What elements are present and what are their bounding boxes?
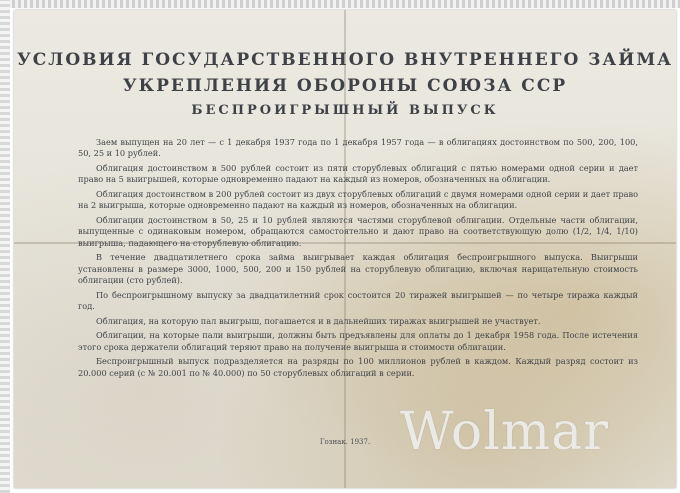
document-title-line2: УКРЕПЛЕНИЯ ОБОРОНЫ СОЮЗА ССР xyxy=(122,76,568,96)
paragraph: Облигация, на которую пал выигрыш, погашается и в дальнейших тиражах выигрышей не участвует. xyxy=(96,315,541,326)
document-body xyxy=(78,137,638,382)
paragraph: Заем выпущен на 20 лет — с 1 декабря 1937 года по 1 декабря 1957 года — в облигациях достоинством по 500, 200, 100, 50, 25 и 10 рублей. xyxy=(78,137,638,159)
paragraph: Облигация достоинством в 200 рублей состоит из двух сторублевых облигаций с двумя номерами одной серии и дает право на 2 выигрыша, которые одновременно падают на каждый из номеров, обозначенных на облигации. xyxy=(78,189,638,211)
scan-edge-top xyxy=(0,0,680,8)
printer-imprint: Гознак. 1937. xyxy=(319,438,371,446)
document-title-line1: УСЛОВИЯ ГОСУДАРСТВЕННОГО ВНУТРЕННЕГО ЗАЙМА xyxy=(16,50,674,70)
paragraph: По беспроигрышному выпуску за двадцатилетний срок состоится 20 тиражей выигрышей — по четыре тиража каждый год. xyxy=(78,289,638,312)
wolmar-watermark: Wolmar xyxy=(400,402,610,462)
paragraph: Облигации достоинством в 50, 25 и 10 рублей являются частями сторублевой облигации. Отдельные части облигации, выпущенные с одинаковым номером, обращаются самостоятельно и дают право на соответствующую долю (1/2, 1/4, 1/10) выигрыша, падающего на сторублевую облигацию. xyxy=(78,215,638,248)
paragraph: Облигация достоинством в 500 рублей состоит из пяти сторублевых облигаций с пятью номерами одной серии и дает право на 5 выигрышей, которые одновременно падают на каждый из номеров, обозначенных на облигации. xyxy=(78,163,638,185)
paragraph: В течение двадцатилетнего срока займа выигрывает каждая облигация беспроигрышного выпуска. Выигрыши установлены в размере 3000, 1000, 500, 200 и 150 рублей на сторублевую облигацию, включая нарицательную стоимость облигации (сто рублей). xyxy=(78,252,638,286)
document-subtitle: БЕСПРОИГРЫШНЫЙ ВЫПУСК xyxy=(191,103,499,118)
paragraph: Беспроигрышный выпуск подразделяется на разряды по 100 миллионов рублей в каждом. Каждый разряд состоит из 20.000 серий (с № 20.001 по № 40.000) по 50 сторублевых облигаций в серии. xyxy=(78,356,638,378)
scan-edge-left xyxy=(0,0,10,493)
paragraph: Облигации, на которые пали выигрыши, должны быть предъявлены для оплаты до 1 декабря 1958 года. После истечения этого срока держатели облигаций теряют право на получение выигрыша и стоимости облигации. xyxy=(78,330,638,352)
